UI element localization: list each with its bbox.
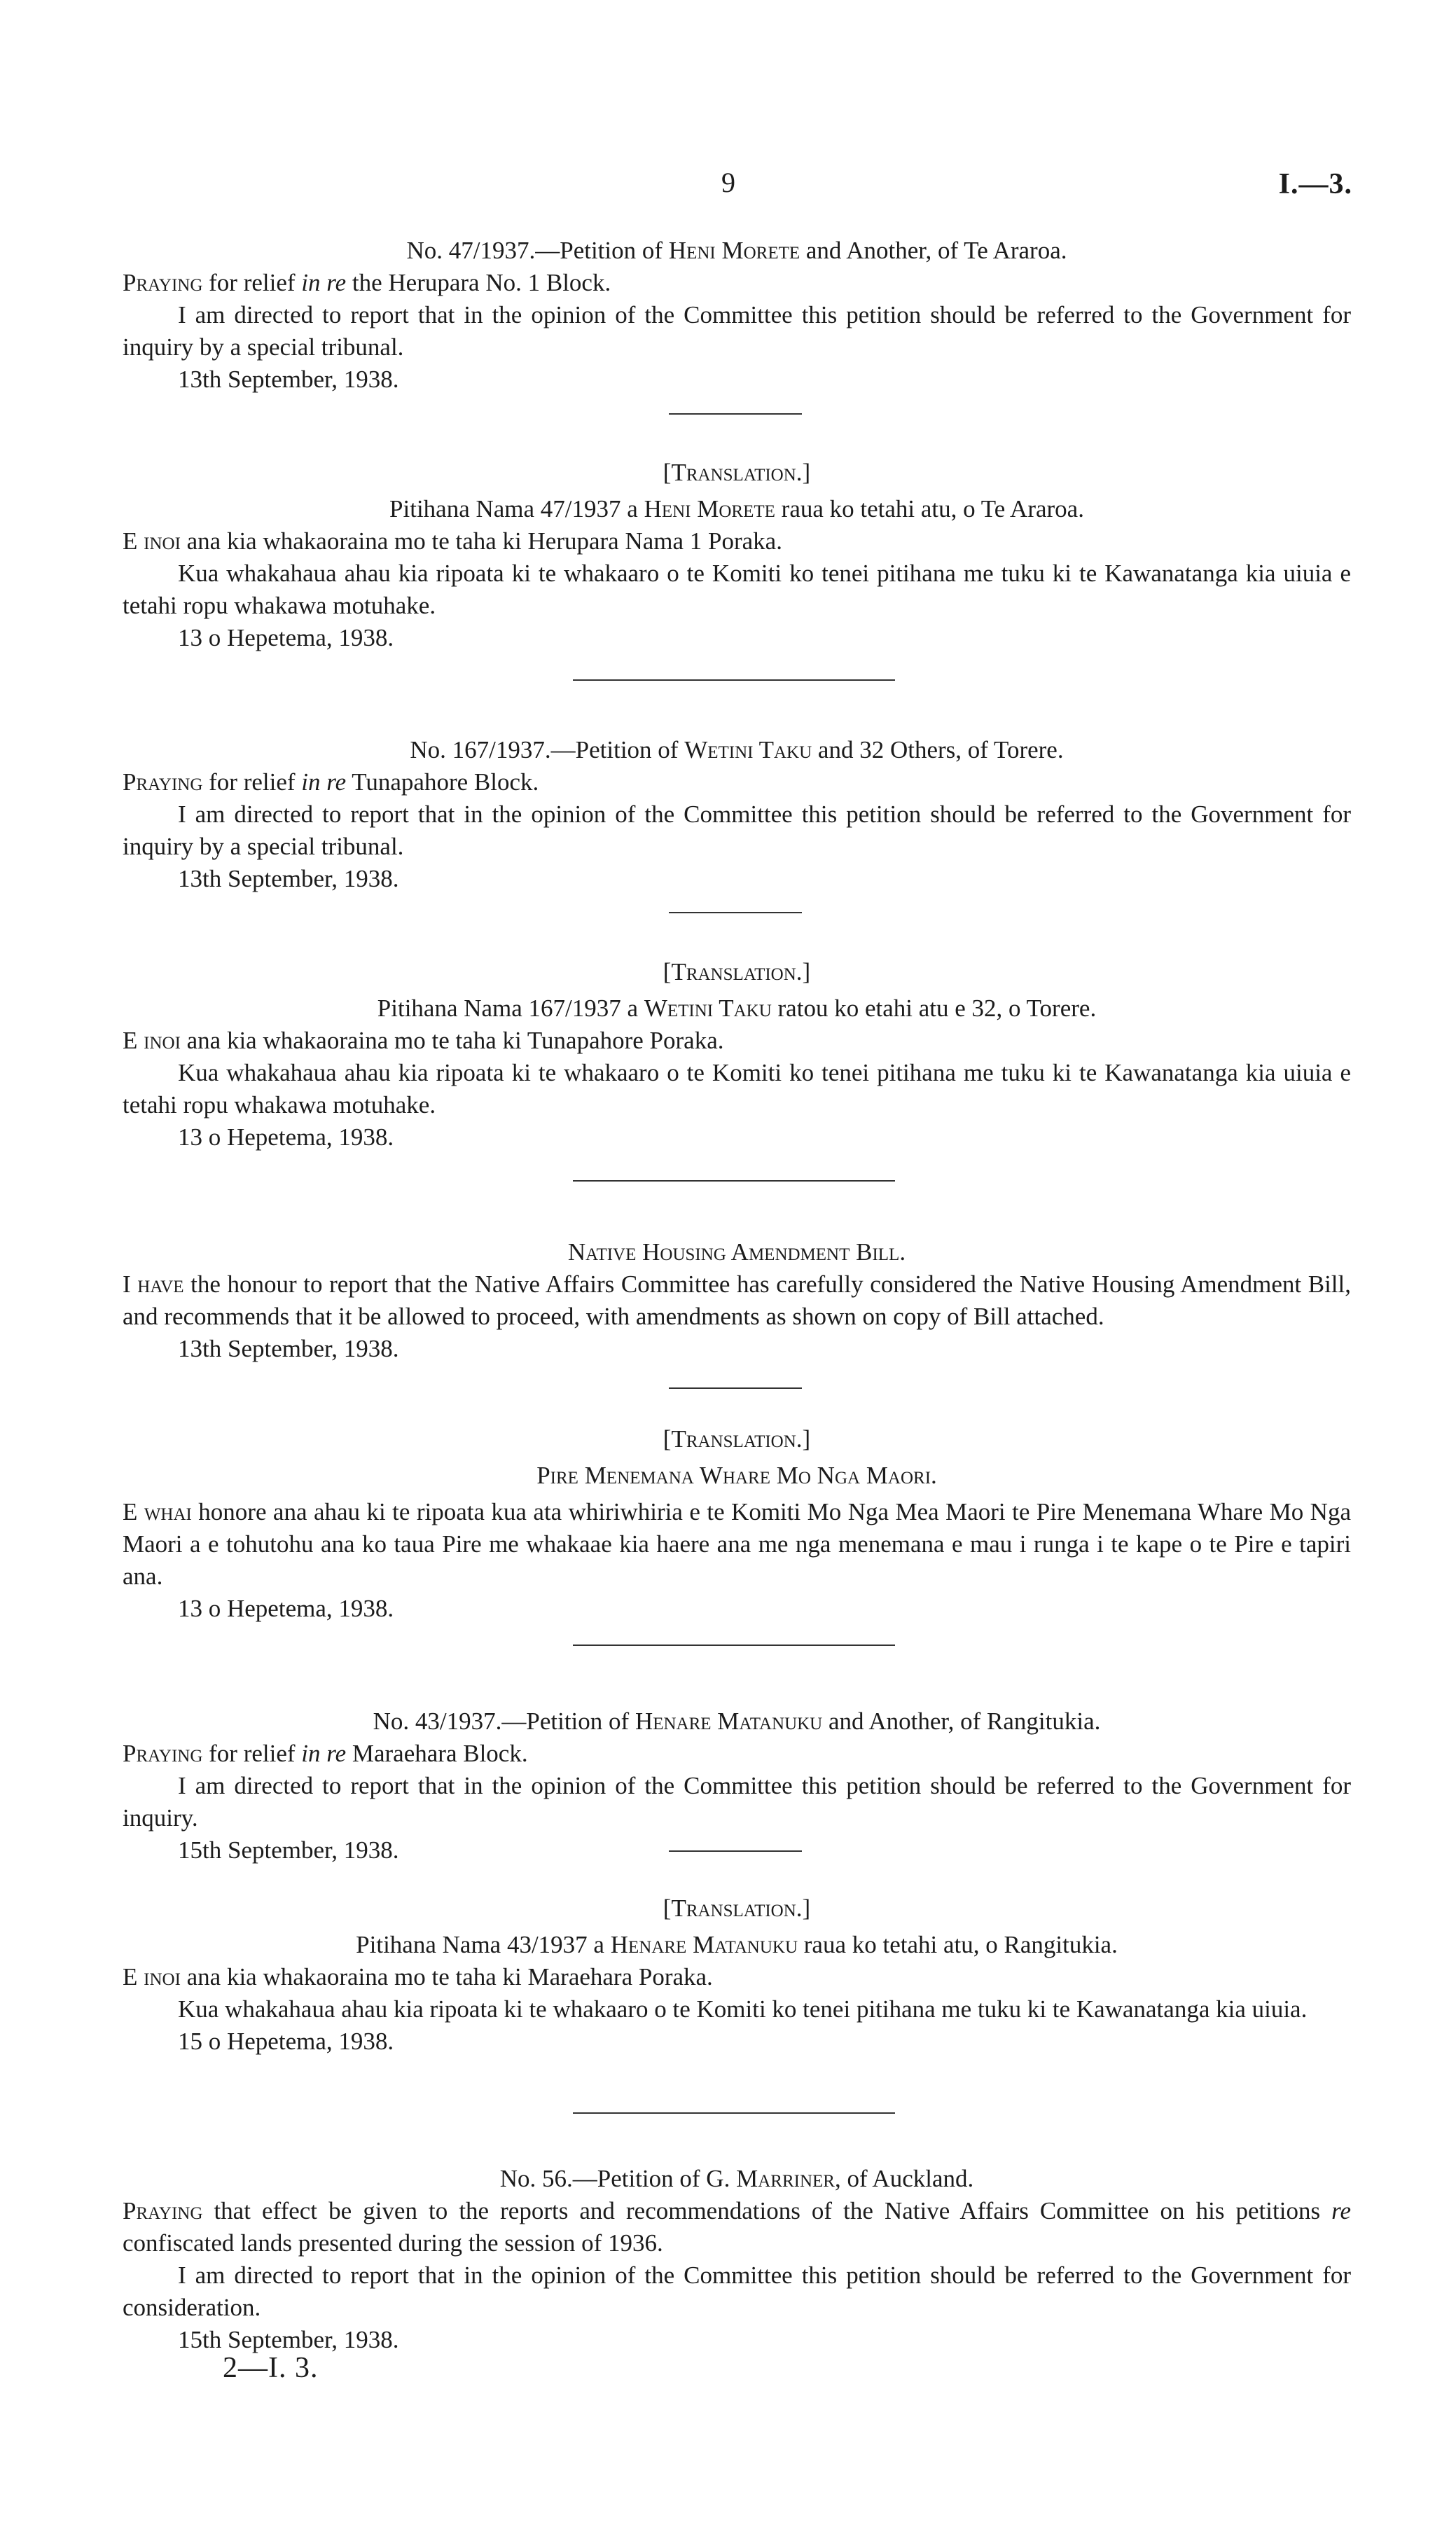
translation-date: 15 o Hepetema, 1938. <box>178 2028 394 2055</box>
translation-report: Kua whakahaua ahau kia ripoata ki te whakaaro o te Komiti ko tenei pitihana me tuku ki te Kawanatanga kia uiuia e tetahi ropu whakawa motuhake. <box>123 560 1351 619</box>
translation-heading: Pitihana Nama 43/1937 a Henare Matanuku raua ko tetahi atu, o Rangitukia. <box>356 1931 1118 1958</box>
divider <box>573 1180 895 1182</box>
document-reference: I.—3. <box>1278 168 1352 200</box>
translation-praying: E inoi ana kia whakaoraina mo te taha ki Tunapahore Poraka. <box>123 1027 724 1054</box>
section-heading: No. 43/1937.—Petition of Henare Matanuku and Another, of Rangitukia. <box>373 1708 1101 1735</box>
translation-native-housing <box>123 1423 1351 1625</box>
translation-47-1937 <box>123 457 1351 654</box>
section-heading: Native Housing Amendment Bill. <box>567 1238 906 1266</box>
report-date: 13th September, 1938. <box>178 1335 399 1362</box>
divider <box>573 2112 895 2114</box>
praying-paragraph: Praying for relief in re Maraehara Block. <box>123 1740 528 1767</box>
translation-report: Kua whakahaua ahau kia ripoata ki te whakaaro o te Komiti ko tenei pitihana me tuku ki te Kawanatanga kia uiuia e tetahi ropu whakawa motuhake. <box>123 1059 1351 1119</box>
translation-report: Kua whakahaua ahau kia ripoata ki te whakaaro o te Komiti ko tenei pitihana me tuku ki te Kawanatanga kia uiuia. <box>178 1995 1308 2023</box>
signature-mark: 2—I. 3. <box>223 2352 319 2384</box>
petition-167-1937 <box>123 734 1351 895</box>
translation-heading: Pire Menemana Whare Mo Nga Maori. <box>536 1462 937 1489</box>
petition-43-1937 <box>123 1705 1351 1867</box>
praying-paragraph: Praying for relief in re the Herupara No. 1 Block. <box>123 269 611 296</box>
divider <box>669 413 802 415</box>
divider <box>573 679 895 681</box>
translation-167-1937 <box>123 956 1351 1154</box>
section-heading: No. 167/1937.—Petition of Wetini Taku and 32 Others, of Torere. <box>410 736 1064 763</box>
report-paragraph: I have the honour to report that the Native Affairs Committee has carefully considered the Native Housing Amendment Bill, and recommends that it be allowed to proceed, with amendments as shown on copy of Bill attached. <box>123 1270 1352 1330</box>
report-paragraph: I am directed to report that in the opinion of the Committee this petition should be referred to the Government for inquiry by a special tribunal. <box>123 801 1351 860</box>
petition-56 <box>123 2163 1351 2356</box>
report-date: 13th September, 1938. <box>178 865 399 892</box>
translation-label: [Translation.] <box>663 958 811 985</box>
divider <box>669 1850 802 1852</box>
translation-praying: E inoi ana kia whakaoraina mo te taha ki Herupara Nama 1 Poraka. <box>123 527 782 555</box>
divider <box>669 1387 802 1389</box>
report-paragraph: I am directed to report that in the opinion of the Committee this petition should be referred to the Government for consideration. <box>123 2262 1351 2321</box>
divider <box>669 912 802 913</box>
report-paragraph: I am directed to report that in the opinion of the Committee this petition should be referred to the Government for inquiry by a special tribunal. <box>123 301 1351 361</box>
native-housing-amendment-bill <box>123 1236 1351 1365</box>
petition-47-1937 <box>123 235 1351 396</box>
report-paragraph: I am directed to report that in the opinion of the Committee this petition should be referred to the Government for inquiry. <box>123 1772 1351 1832</box>
section-heading: No. 47/1937.—Petition of Heni Morete and Another, of Te Araroa. <box>406 237 1067 264</box>
translation-report: E whai honore ana ahau ki te ripoata kua ata whiriwhiria e te Komiti Mo Nga Mea Maori te Pire Menemana Whare Mo Nga Maori a e tohutohu ana ko taua Pire me whakaae kia haere ana me nga menemana e mau i runga i te kape o te Pire e tapiri ana. <box>123 1498 1351 1590</box>
report-date: 15th September, 1938. <box>178 1836 399 1864</box>
translation-date: 13 o Hepetema, 1938. <box>178 624 394 651</box>
praying-paragraph: Praying for relief in re Tunapahore Block. <box>123 768 539 796</box>
translation-date: 13 o Hepetema, 1938. <box>178 1123 394 1151</box>
translation-label: [Translation.] <box>663 459 811 486</box>
translation-label: [Translation.] <box>663 1895 811 1922</box>
divider <box>573 1645 895 1646</box>
translation-heading: Pitihana Nama 47/1937 a Heni Morete raua ko tetahi atu, o Te Araroa. <box>389 495 1084 522</box>
report-date: 13th September, 1938. <box>178 366 399 393</box>
translation-praying: E inoi ana kia whakaoraina mo te taha ki Maraehara Poraka. <box>123 1963 713 1990</box>
translation-label: [Translation.] <box>663 1425 811 1453</box>
translation-heading: Pitihana Nama 167/1937 a Wetini Taku ratou ko etahi atu e 32, o Torere. <box>377 995 1097 1022</box>
page-number: 9 <box>721 167 735 198</box>
report-date: 15th September, 1938. <box>178 2326 399 2353</box>
praying-paragraph: Praying that effect be given to the reports and recommendations of the Native Affairs Committee on his petitions re confiscated lands presented during the session of 1936. <box>123 2197 1351 2257</box>
translation-43-1937 <box>123 1892 1351 2058</box>
section-heading: No. 56.—Petition of G. Marriner, of Auckland. <box>499 2165 974 2192</box>
translation-date: 13 o Hepetema, 1938. <box>178 1595 394 1622</box>
